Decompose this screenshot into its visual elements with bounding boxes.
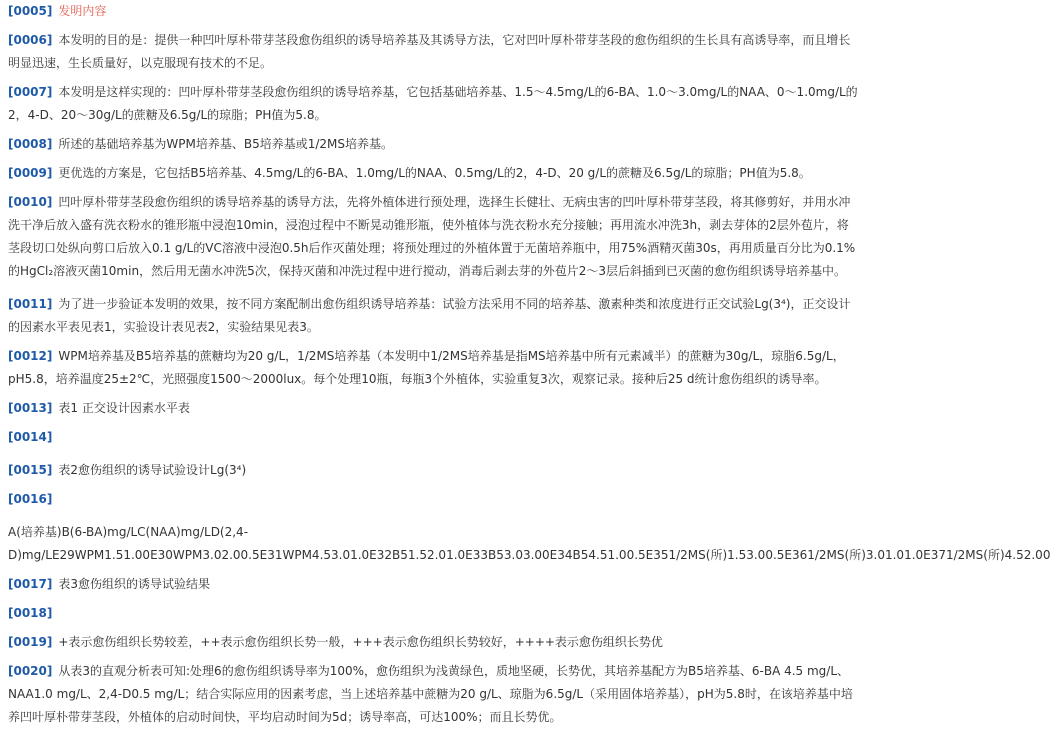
paragraph-number: [0018] [8, 606, 53, 620]
paragraph-text: A(培养基)B(6-BA)mg/LC(NAA)mg/LD(2,4-D)mg/LE29WPM1.51.00E30WPM3.02.00.5E31WPM4.53.01.0E32B51.52.01.0E33B53.03.00E34B54.51.00.5E351/2MS(所)1.53.00.5E361/2MS(所)3.01.01.0E371/2MS(所)4.52.00 [8, 525, 1050, 562]
paragraph-text: 从表3的直观分析表可知:处理6的愈伤组织诱导率为100%，愈伤组织为浅黄绿色，质地坚硬，长势优，其培养基配方为B5培养基、6-BA 4.5 mg/L、NAA1.0 mg/L、2,4-D0.5 mg/L；结合实际应用的因素考虑，当上述培养基中蔗糖为20 g/L、琼脂为6.5g/L（采用固体培养基），pH为5.8时，在该培养基中培养凹叶厚朴带芽茎段，外植体的启动时间快，平均启动时间为5d；诱导率高，可达100%；而且长势优。 [8, 664, 853, 724]
paragraph-0018 [8, 602, 858, 625]
paragraph-text: 本发明的目的是：提供一种凹叶厚朴带芽茎段愈伤组织的诱导培养基及其诱导方法，它对凹叶厚朴带芽茎段的愈伤组织的生长具有高诱导率，而且增长明显迅速，生长质量好，以克服现有技术的不足。 [8, 33, 851, 70]
section-heading: 发明内容 [58, 4, 107, 18]
paragraph-0020 [8, 660, 858, 729]
paragraph-number: [0005] [8, 4, 53, 18]
paragraph-number: [0008] [8, 137, 53, 151]
paragraph-number: [0019] [8, 635, 53, 649]
table-2-flattened-text [8, 521, 1050, 567]
paragraph-number: [0011] [8, 297, 53, 311]
paragraph-0013 [8, 397, 858, 420]
paragraph-number: [0010] [8, 195, 53, 209]
paragraph-0014 [8, 426, 858, 449]
paragraph-text: 本发明是这样实现的：凹叶厚朴带芽茎段愈伤组织的诱导培养基，它包括基础培养基、1.5～4.5mg/L的6-BA、1.0～3.0mg/L的NAA、0～1.0mg/L的2，4-D、20～30g/L的蔗糖及6.5g/L的琼脂；PH值为5.8。 [8, 85, 858, 122]
paragraph-number: [0009] [8, 166, 53, 180]
paragraph-number: [0015] [8, 463, 53, 477]
paragraph-text: WPM培养基及B5培养基的蔗糖均为20 g/L，1/2MS培养基（本发明中1/2MS培养基是指MS培养基中所有元素减半）的蔗糖为30g/L，琼脂6.5g/L，pH5.8，培养温度25±2℃，光照强度1500～2000lux。每个处理10瓶，每瓶3个外植体，实验重复3次，观察记录。接种后25 d统计愈伤组织的诱导率。 [8, 349, 845, 386]
table-caption: 表2愈伤组织的诱导试验设计Lg(3⁴) [58, 463, 247, 477]
paragraph-0012 [8, 345, 858, 391]
paragraph-number: [0006] [8, 33, 53, 47]
paragraph-0009 [8, 162, 858, 185]
paragraph-text: 为了进一步验证本发明的效果，按不同方案配制出愈伤组织诱导培养基：试验方法采用不同的培养基、激素种类和浓度进行正交试验Lg(3⁴)，正交设计的因素水平表见表1，实验设计表见表2，实验结果见表3。 [8, 297, 851, 334]
paragraph-number: [0012] [8, 349, 53, 363]
paragraph-0006 [8, 29, 858, 75]
paragraph-0011 [8, 293, 858, 339]
paragraph-0016 [8, 488, 858, 511]
paragraph-0017 [8, 573, 858, 596]
paragraph-0008 [8, 133, 858, 156]
paragraph-number: [0017] [8, 577, 53, 591]
paragraph-0015 [8, 459, 858, 482]
paragraph-number: [0007] [8, 85, 53, 99]
paragraph-number: [0014] [8, 430, 53, 444]
paragraph-number: [0020] [8, 664, 53, 678]
table-caption: 表1 正交设计因素水平表 [58, 401, 190, 415]
paragraph-text: +表示愈伤组织长势较差，++表示愈伤组织长势一般，+++表示愈伤组织长势较好，++++表示愈伤组织长势优 [58, 635, 663, 649]
paragraph-text: 所述的基础培养基为WPM培养基、B5培养基或1/2MS培养基。 [58, 137, 393, 151]
paragraph-0019 [8, 631, 858, 654]
paragraph-0005 [8, 0, 858, 23]
paragraph-0007 [8, 81, 858, 127]
paragraph-text: 更优选的方案是，它包括B5培养基、4.5mg/L的6-BA、1.0mg/L的NAA、0.5mg/L的2，4-D、20 g/L的蔗糖及6.5g/L的琼脂；PH值为5.8。 [58, 166, 811, 180]
paragraph-number: [0016] [8, 492, 53, 506]
paragraph-number: [0013] [8, 401, 53, 415]
table-caption: 表3愈伤组织的诱导试验结果 [58, 577, 211, 591]
paragraph-0010 [8, 191, 858, 283]
paragraph-text: 凹叶厚朴带芽茎段愈伤组织的诱导培养基的诱导方法，先将外植体进行预处理，选择生长健壮、无病虫害的凹叶厚朴带芽茎段，将其修剪好，并用水冲洗干净后放入盛有洗衣粉水的锥形瓶中浸泡10min，浸泡过程中不断晃动锥形瓶，使外植体与洗衣粉水充分接触；再用流水冲洗3h，剥去芽体的2层外苞片，将茎段切口处纵向剪口后放入0.1 g/L的VC溶液中浸泡0.5h后作灭菌处理；将预处理过的外植体置于无菌培养瓶中，用75%酒精灭菌30s，再用质量百分比为0.1%的HgCl₂溶液灭菌10min，然后用无菌水冲洗5次，保持灭菌和冲洗过程中进行搅动，消毒后剥去芽的外苞片2～3层后斜插到已灭菌的愈伤组织诱导培养基中。 [8, 195, 856, 278]
